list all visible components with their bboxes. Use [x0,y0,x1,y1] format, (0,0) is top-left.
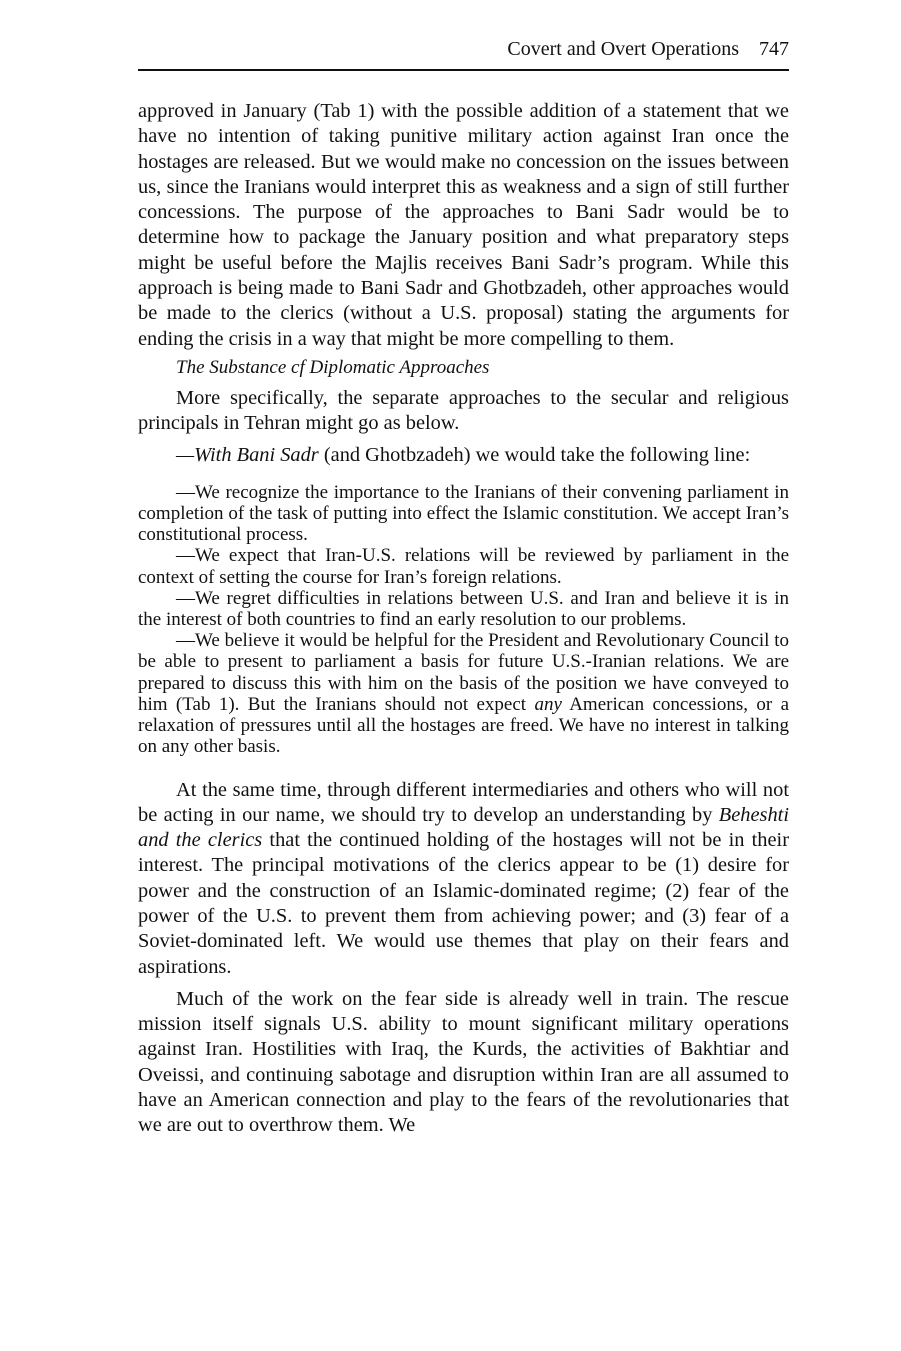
paragraph-3 [138,443,789,468]
document-page [138,36,789,1139]
section-heading: The Substance cf Diplomatic Approaches [176,356,490,378]
paragraph-1: approved in January (Tab 1) with the possible addition of a statement that we have no intention of taking punitive military action against Iran once the hostages are released. But we would make no concession on the issues between us, since the Iranians would interpret this as weakness and a sign of still further concessions. The purpose of the approaches to Bani Sadr would be to determine how to package the January position and what preparatory steps might be useful before the Majlis receives Bani Sadr’s program. While this approach is being made to Bani Sadr and Ghotbzadeh, other approaches would be made to the clerics (without a U.S. proposal) stating the arguments for ending the crisis in a way that might be more compelling to them. [138,100,789,350]
paragraph-4-a: At the same time, through different intermediaries and others who will not be acting in our name, we should try to develop an understanding by [138,778,789,826]
block-quote [138,482,789,758]
quote-item-4 [138,630,789,757]
paragraph-4-italic: Beheshti and the clerics [138,803,789,852]
running-title: Covert and Overt Operations [507,38,739,60]
quote-item-4-a: —We believe it would be helpful for the President and Revolutionary Council to be able to present to parliament a basis for future U.S.-Iranian relations. We are prepared to discuss this with him on the basis of the position we have conveyed to him (Tab 1). But the Iranians should not expect [138,630,789,715]
quote-item-2: —We expect that Iran-U.S. relations will be reviewed by parliament in the context of setting the course for Iran’s foreign relations. [138,545,789,588]
paragraph-3-italic: —With Bani Sadr [176,443,319,466]
quote-item-4-italic: any [534,693,562,715]
quote-item-4-b: American concessions, or a relaxation of pressures until all the hostages are freed. We have no interest in talking on any other basis. [138,693,789,758]
paragraph-4-b: that the continued holding of the hostages will not be in their interest. The principal motivations of the clerics appear to be (1) desire for power and the construction of an Islamic-dominated regime; (2) fear of the power of the U.S. to prevent them from achieving power; and (3) fear of a Soviet-dominated left. We would use themes that play on their fears and aspirations. [138,829,789,978]
running-header [138,36,789,64]
page-number: 747 [759,38,789,60]
paragraph-2: More specifically, the separate approaches to the secular and religious principals in Tehran might go as below. [138,386,789,435]
body-text [138,99,789,1139]
header-rule [138,69,789,71]
paragraph-3-text: (and Ghotbzadeh) we would take the following line: [318,443,751,466]
quote-item-1: —We recognize the importance to the Iranians of their convening parliament in completion of the task of putting into effect the Islamic constitution. We accept Iran’s constitutional process. [138,481,789,546]
paragraph-5: Much of the work on the fear side is already well in train. The rescue mission itself signals U.S. ability to mount significant military operations against Iran. Hostilities with Iraq, the Kurds, the activities of Bakhtiar and Oveissi, and continuing sabotage and disruption within Iran are all assumed to have an American connection and play to the fears of the revolutionaries that we are out to overthrow them. We [138,987,789,1137]
paragraph-4 [138,778,789,980]
quote-item-3: —We regret difficulties in relations between U.S. and Iran and believe it is in the interest of both countries to find an early resolution to our problems. [138,587,789,631]
